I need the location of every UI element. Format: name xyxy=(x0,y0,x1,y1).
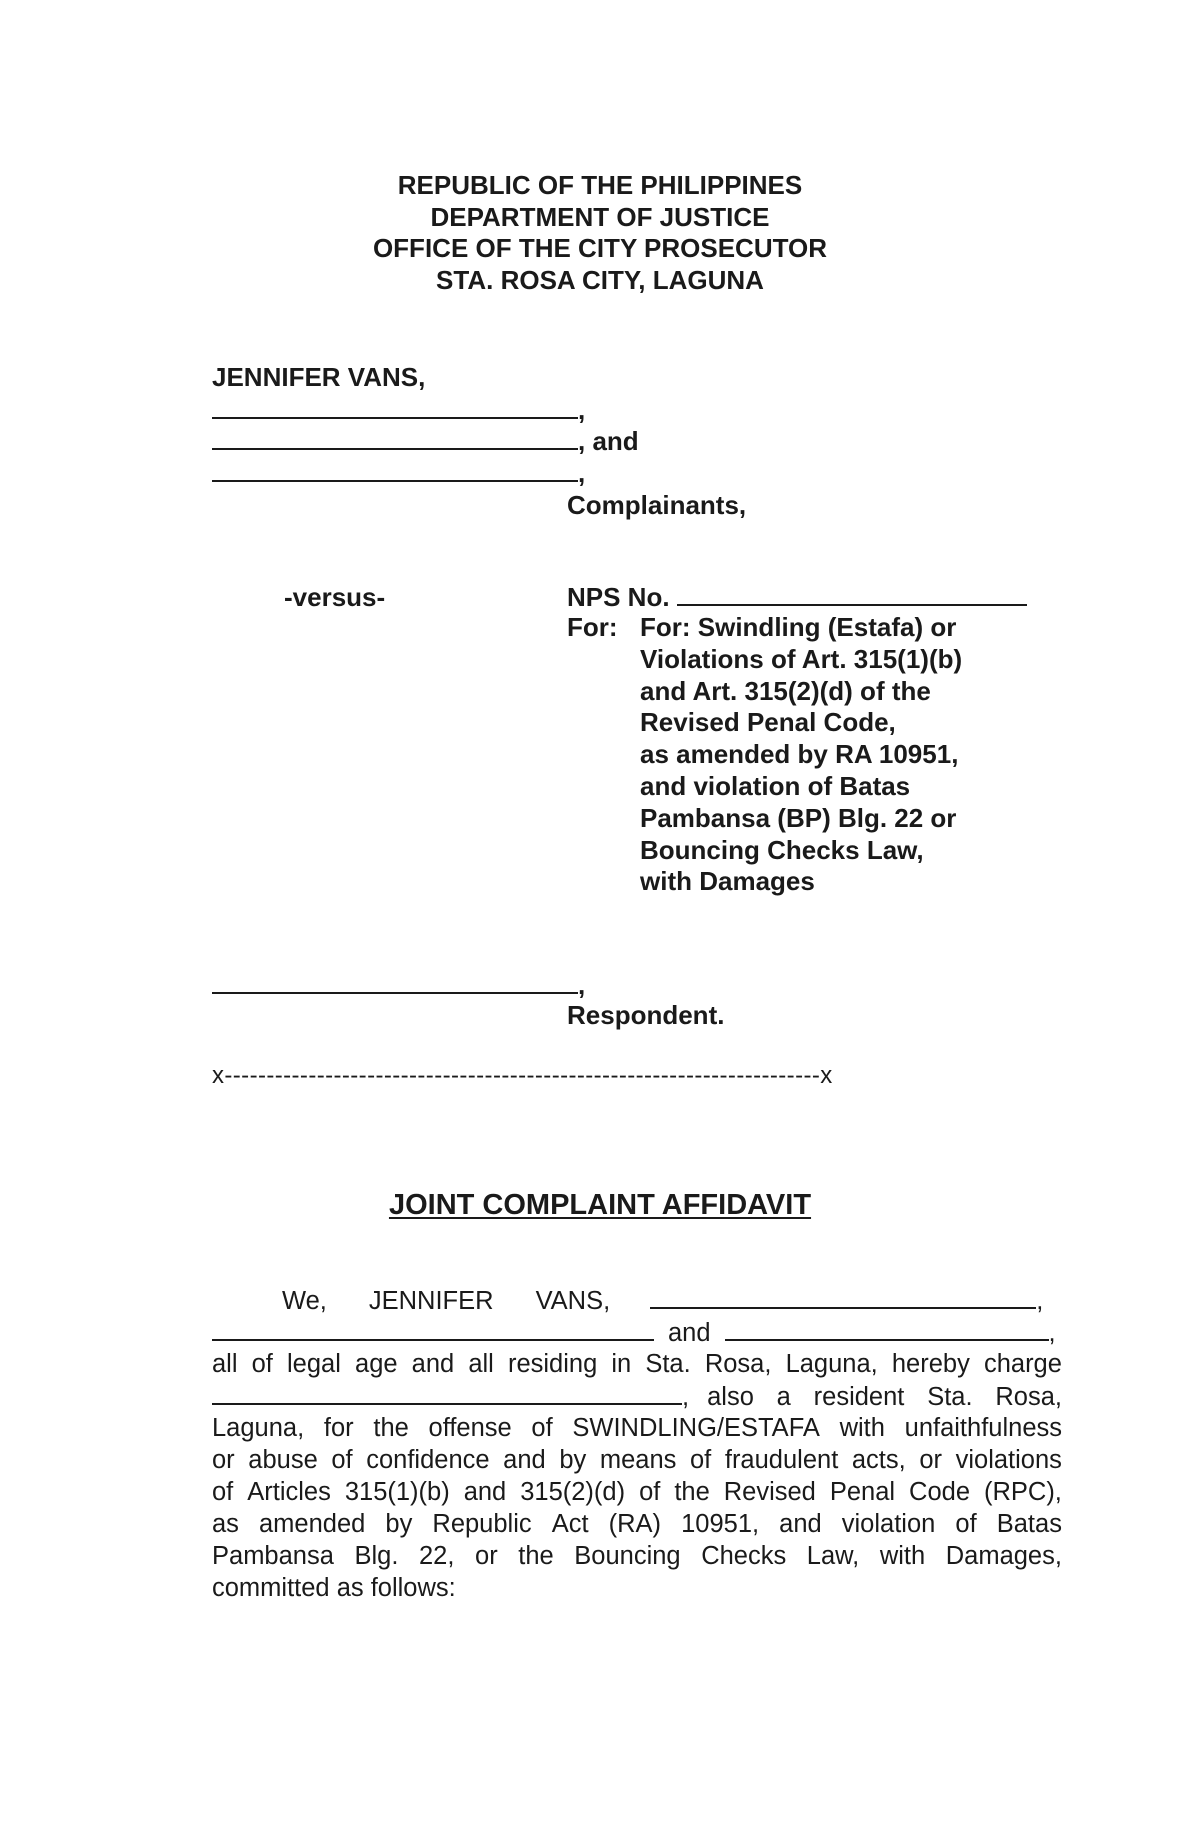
nps-number-blank[interactable] xyxy=(677,582,1027,606)
body-word: or xyxy=(919,1446,943,1474)
body-word: also xyxy=(707,1383,754,1411)
complainant-blank-body-2[interactable] xyxy=(212,1317,654,1341)
body-word: means xyxy=(599,1446,677,1474)
complainant-blank-1[interactable] xyxy=(212,395,578,419)
body-line-7 xyxy=(212,1477,1062,1509)
body-word: Rosa, xyxy=(995,1383,1062,1411)
body-word: of xyxy=(251,1350,273,1378)
body-word: charge xyxy=(983,1350,1062,1378)
body-word: Laguna, xyxy=(785,1350,878,1378)
header-location: STA. ROSA CITY, LAGUNA xyxy=(436,264,764,295)
complainant-line-2 xyxy=(212,395,585,426)
body-word: unfaithfulness xyxy=(904,1414,1062,1442)
body-line-2 xyxy=(212,1317,1062,1350)
blank-suffix: , xyxy=(578,458,586,488)
charges-block xyxy=(640,612,962,898)
header-republic: REPUBLIC OF THE PHILIPPINES xyxy=(397,170,803,200)
body-word: 22, xyxy=(419,1542,455,1570)
body-word: We, xyxy=(282,1287,327,1315)
body-word: JENNIFER xyxy=(368,1287,494,1315)
body-word: violations xyxy=(955,1446,1062,1474)
body-word: with xyxy=(879,1542,926,1570)
body-word: acts, xyxy=(851,1446,906,1474)
body-word: all xyxy=(468,1350,494,1378)
charge-line: Bouncing Checks Law, xyxy=(640,834,924,865)
caption-separator: x-----------------------------------------------------------------------x xyxy=(212,1062,833,1089)
body-word: Code xyxy=(909,1478,971,1506)
body-word: by xyxy=(559,1446,587,1474)
body-word: Sta. xyxy=(645,1350,691,1378)
body-word: the xyxy=(674,1478,710,1506)
charge-line: For: Swindling (Estafa) or xyxy=(640,612,957,642)
body-word: abuse xyxy=(248,1446,318,1474)
complainant-line-3 xyxy=(212,426,639,457)
body-word: age xyxy=(355,1350,398,1378)
respondent-label: Respondent. xyxy=(567,1000,725,1030)
body-line-10: committed as follows: xyxy=(212,1574,456,1602)
body-word: amended xyxy=(259,1510,366,1538)
body-word: Revised xyxy=(723,1478,816,1506)
body-word: the xyxy=(373,1414,409,1442)
complainant-blank-3[interactable] xyxy=(212,458,578,482)
blank-suffix: , xyxy=(578,970,586,1000)
body-line-6 xyxy=(212,1445,1062,1477)
body-word: (RPC), xyxy=(983,1478,1062,1506)
body-word: of xyxy=(689,1446,712,1474)
body-word: Republic xyxy=(432,1510,532,1538)
body-word: and xyxy=(668,1319,711,1347)
body-word: , xyxy=(1036,1287,1044,1315)
body-line-1 xyxy=(212,1285,1062,1318)
body-word: violation xyxy=(841,1510,936,1538)
charge-line: Violations of Art. 315(1)(b) xyxy=(640,643,963,674)
body-line-5 xyxy=(212,1413,1062,1445)
header-department: DEPARTMENT OF JUSTICE xyxy=(430,201,770,232)
body-word: of xyxy=(331,1446,353,1474)
body-word: hereby xyxy=(891,1350,970,1378)
body-word: legal xyxy=(287,1350,341,1378)
complainant-line-4 xyxy=(212,458,585,489)
complainant-blank-body-3[interactable] xyxy=(725,1317,1049,1341)
body-word: the xyxy=(518,1542,554,1570)
body-line-8 xyxy=(212,1509,1062,1541)
charge-line: as amended by RA 10951, xyxy=(640,739,959,770)
complainant-name: JENNIFER VANS, xyxy=(212,362,426,392)
body-word: all xyxy=(212,1350,238,1378)
body-word: Penal xyxy=(829,1478,896,1506)
body-word: confidence xyxy=(366,1446,490,1474)
body-word: Bouncing xyxy=(574,1542,681,1570)
body-line-4 xyxy=(212,1381,1062,1414)
body-word: SWINDLING/ESTAFA xyxy=(572,1414,820,1442)
body-word: Pambansa xyxy=(212,1542,334,1570)
blank-suffix-and: , and xyxy=(578,426,639,456)
body-word: , xyxy=(682,1383,690,1411)
body-word: Damages, xyxy=(945,1542,1062,1570)
body-word: of xyxy=(212,1478,234,1506)
body-word: Checks xyxy=(701,1542,787,1570)
body-word: Laguna, xyxy=(212,1414,305,1442)
body-word: by xyxy=(385,1510,413,1538)
body-word: 315(1)(b) xyxy=(344,1478,450,1506)
body-word: Sta. xyxy=(927,1383,973,1411)
body-word: Law, xyxy=(806,1542,860,1570)
body-word: Rosa, xyxy=(704,1350,772,1378)
body-word: offense xyxy=(428,1414,512,1442)
body-word: of xyxy=(531,1414,553,1442)
body-word: with xyxy=(839,1414,885,1442)
respondent-line xyxy=(212,970,585,1001)
body-word: and xyxy=(411,1350,455,1378)
complainant-blank-body-1[interactable] xyxy=(650,1285,1036,1309)
document-header xyxy=(0,170,1200,296)
charge-line: and violation of Batas xyxy=(640,770,911,801)
nps-line xyxy=(567,582,1027,613)
body-word: in xyxy=(611,1350,632,1378)
header-office: OFFICE OF THE CITY PROSECUTOR xyxy=(372,233,828,263)
body-word: resident xyxy=(813,1383,905,1411)
body-word: and xyxy=(503,1446,546,1474)
body-word: Blg. xyxy=(354,1542,399,1570)
complainants-label: Complainants, xyxy=(567,490,747,520)
body-word: as xyxy=(212,1510,239,1538)
body-word: VANS, xyxy=(535,1287,611,1315)
body-word: 10951, xyxy=(681,1510,760,1538)
versus-label: -versus- xyxy=(284,582,386,612)
body-word: 315(2)(d) xyxy=(520,1478,626,1506)
respondent-blank-body[interactable] xyxy=(212,1381,682,1405)
body-word: of xyxy=(955,1510,977,1538)
body-line-9 xyxy=(212,1541,1062,1573)
charge-line: Revised Penal Code, xyxy=(640,707,896,738)
blank-suffix: , xyxy=(578,395,586,425)
body-line-3 xyxy=(212,1349,1062,1381)
body-word: or xyxy=(475,1542,498,1570)
document-title: JOINT COMPLAINT AFFIDAVIT xyxy=(388,1189,812,1221)
nps-label: NPS No. xyxy=(567,582,670,612)
charge-line: and Art. 315(2)(d) of the xyxy=(640,675,931,706)
body-word: Act xyxy=(551,1510,589,1538)
body-word: (RA) xyxy=(608,1510,662,1538)
for-label: For: xyxy=(567,612,618,642)
respondent-blank[interactable] xyxy=(212,970,578,994)
body-word: for xyxy=(323,1414,354,1442)
body-word: Batas xyxy=(996,1510,1062,1538)
body-word: of xyxy=(639,1478,661,1506)
body-word: residing xyxy=(507,1350,598,1378)
charge-line: Pambansa (BP) Blg. 22 or xyxy=(640,802,957,833)
body-word: Articles xyxy=(247,1478,331,1506)
body-word: and xyxy=(779,1510,822,1538)
body-word: or xyxy=(212,1446,235,1474)
charge-line: with Damages xyxy=(640,866,815,897)
body-word: and xyxy=(463,1478,507,1506)
complainant-blank-2[interactable] xyxy=(212,426,578,450)
body-word: , xyxy=(1048,1319,1056,1347)
body-word: a xyxy=(776,1383,791,1411)
body-word: fraudulent xyxy=(724,1446,839,1474)
